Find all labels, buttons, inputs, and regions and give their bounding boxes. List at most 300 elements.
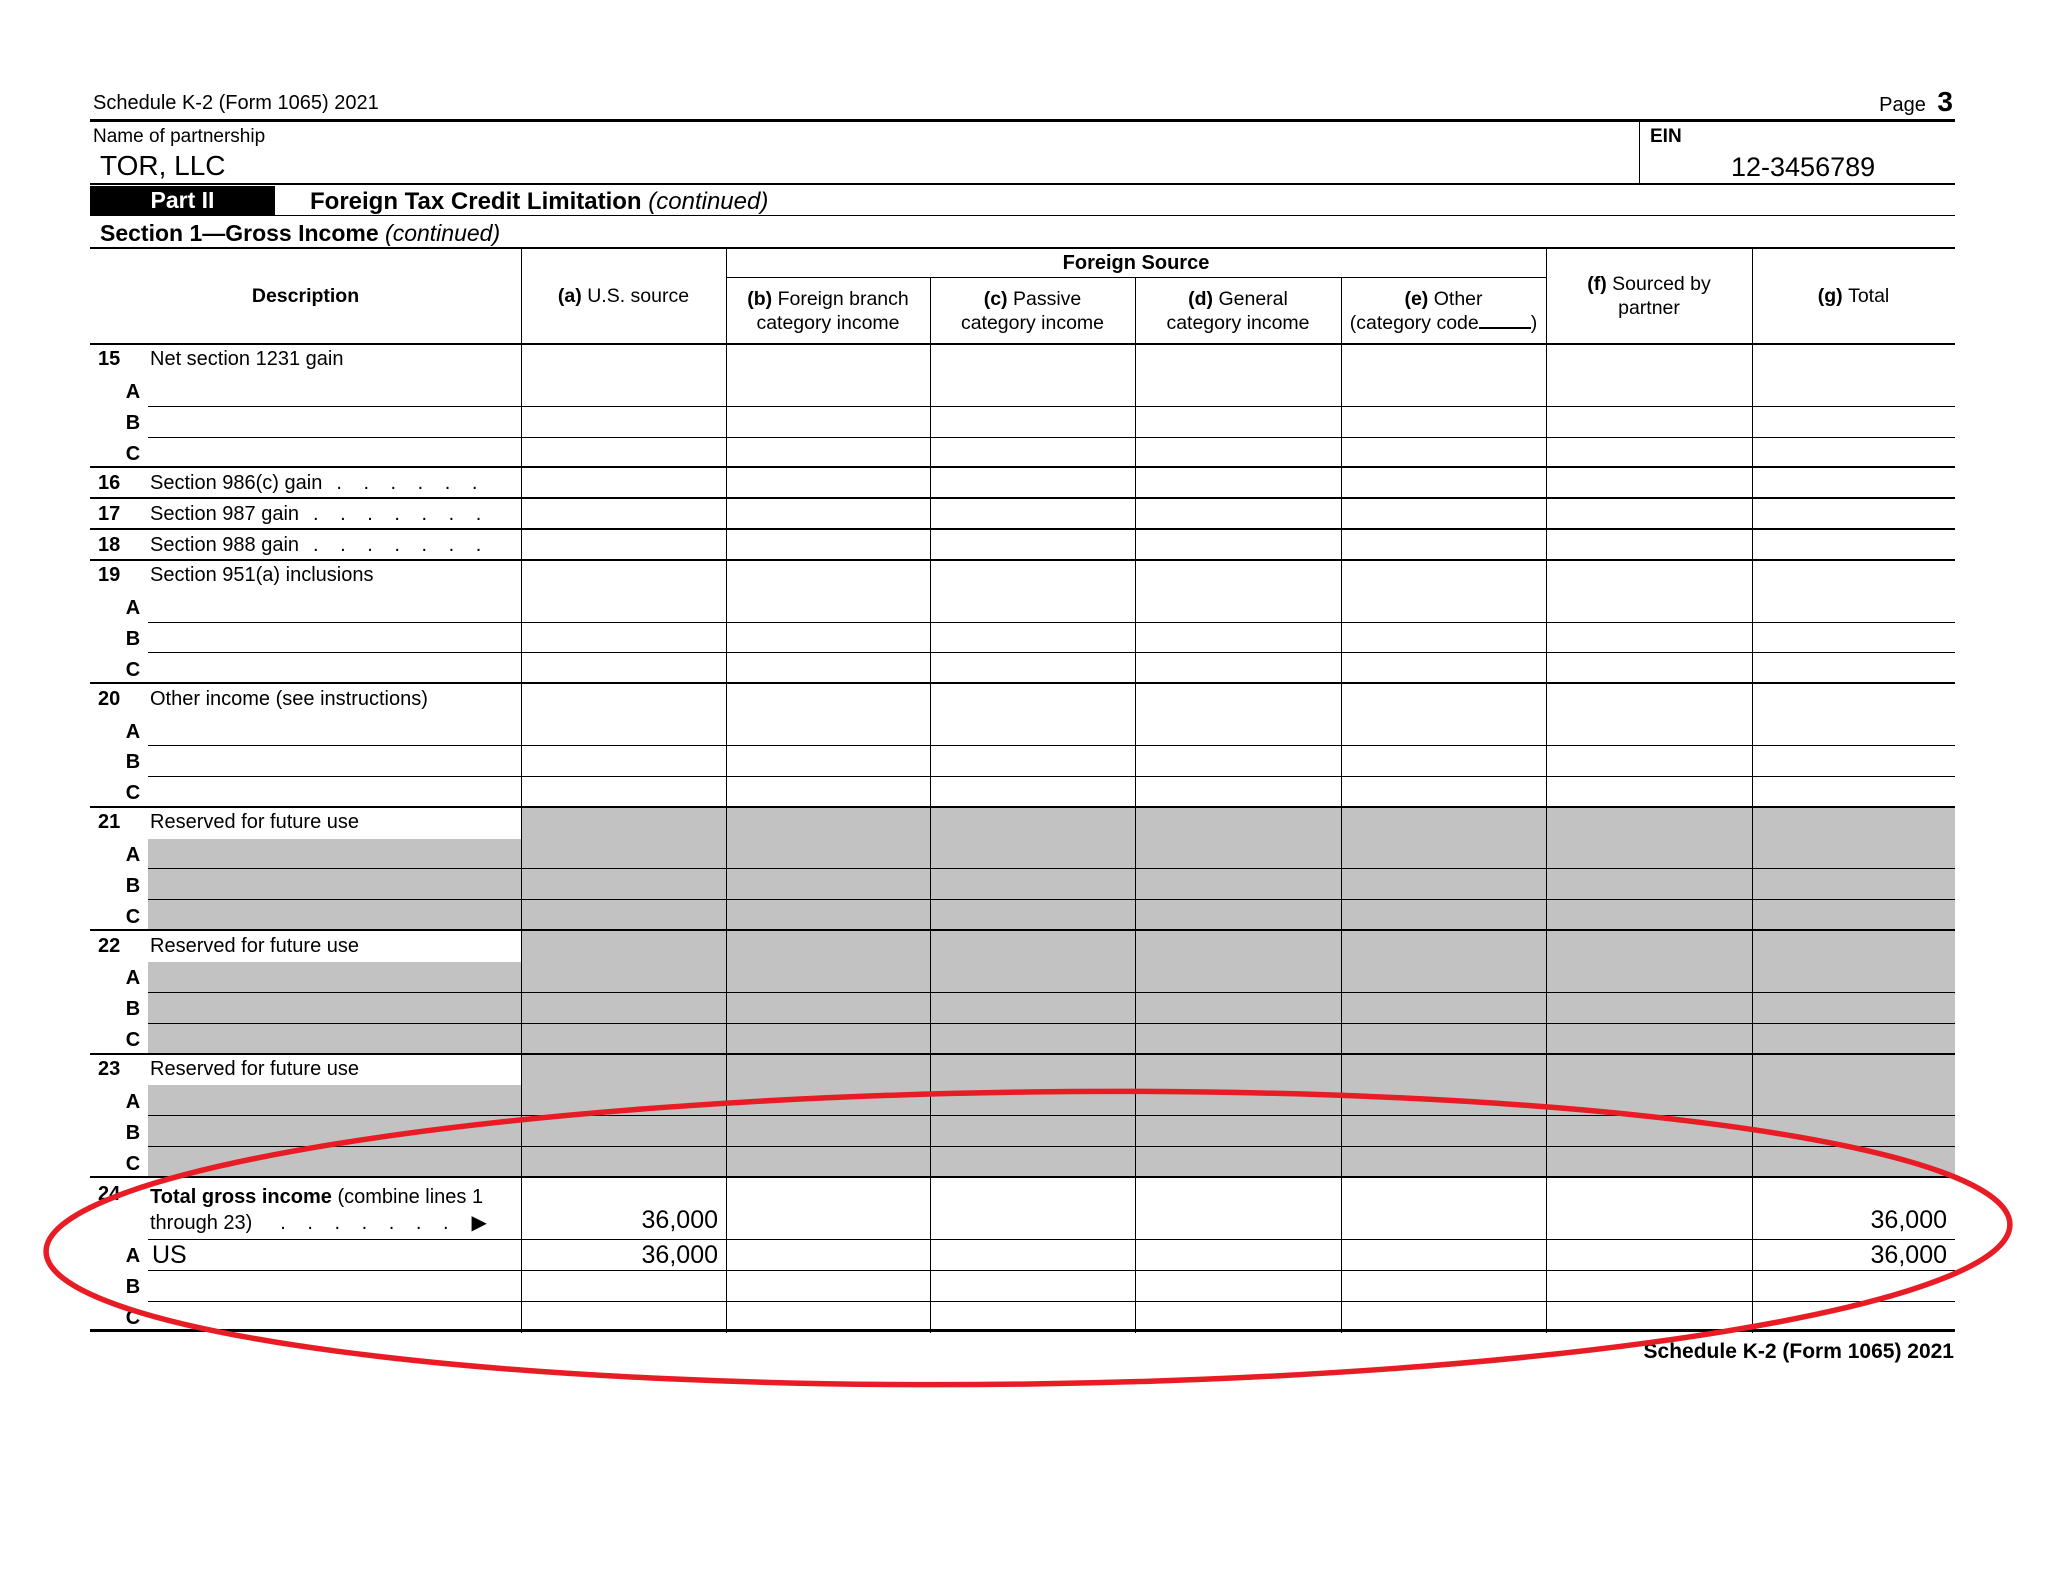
cell-19B-e[interactable] <box>1341 623 1546 654</box>
header-column-line-d <box>1135 277 1136 345</box>
page-indicator <box>1879 86 1953 118</box>
cell-20A-b[interactable] <box>726 715 930 746</box>
cell-24B-a[interactable] <box>521 1271 726 1302</box>
cell-21C-f <box>1546 900 1752 931</box>
cell-15A-e[interactable] <box>1341 376 1546 407</box>
part-2-title-continued: (continued) <box>648 188 769 215</box>
cell-16-d[interactable] <box>1135 468 1341 499</box>
cell-22-c <box>930 931 1135 962</box>
cell-15-c[interactable] <box>930 345 1135 376</box>
cell-24B-f[interactable] <box>1546 1271 1752 1302</box>
cell-15-g[interactable] <box>1752 345 1955 376</box>
cell-22-b <box>726 931 930 962</box>
line-label-15: Net section 1231 gain <box>150 348 344 371</box>
row-15A <box>90 376 1955 407</box>
cell-24C-b[interactable] <box>726 1302 930 1333</box>
country-blank-24B[interactable] <box>148 1271 521 1302</box>
country-blank-23A <box>148 1085 521 1116</box>
line-number-20: 20 <box>98 687 121 710</box>
cell-15-f[interactable] <box>1546 345 1752 376</box>
country-blank-15B[interactable] <box>148 407 521 438</box>
row-22A <box>90 962 1955 993</box>
cell-19B-g[interactable] <box>1752 623 1955 654</box>
line-letter-22C: C <box>125 1029 141 1052</box>
cell-22B-d <box>1135 993 1341 1024</box>
cell-19C-f[interactable] <box>1546 654 1752 685</box>
row-22C <box>90 1024 1955 1055</box>
cell-18-d[interactable] <box>1135 530 1341 561</box>
cell-22A-f <box>1546 962 1752 993</box>
cell-22C-d <box>1135 1024 1341 1055</box>
cell-19B-c[interactable] <box>930 623 1135 654</box>
cell-22B-f <box>1546 993 1752 1024</box>
cell-17-f[interactable] <box>1546 499 1752 530</box>
cell-17-e[interactable] <box>1341 499 1546 530</box>
line-number-15: 15 <box>98 348 121 371</box>
cell-23-e <box>1341 1055 1546 1086</box>
cell-15A-c[interactable] <box>930 376 1135 407</box>
cell-15C-d[interactable] <box>1135 438 1341 469</box>
cell-21A-a <box>521 839 726 870</box>
cell-24-b[interactable] <box>726 1178 930 1240</box>
cell-15C-e[interactable] <box>1341 438 1546 469</box>
header-column-line-a <box>521 247 522 345</box>
cell-20A-f[interactable] <box>1546 715 1752 746</box>
cell-15B-c[interactable] <box>930 407 1135 438</box>
column-line-a <box>521 345 522 1333</box>
cell-19A-d[interactable] <box>1135 592 1341 623</box>
cell-19C-d[interactable] <box>1135 654 1341 685</box>
cell-19C-a[interactable] <box>521 654 726 685</box>
cell-20-f[interactable] <box>1546 684 1752 715</box>
cell-19C-e[interactable] <box>1341 654 1546 685</box>
cell-16-a[interactable] <box>521 468 726 499</box>
cell-21B-g <box>1752 869 1955 900</box>
cell-23A-d <box>1135 1085 1341 1116</box>
row-21A <box>90 839 1955 870</box>
cell-23-c <box>930 1055 1135 1086</box>
cell-15A-g[interactable] <box>1752 376 1955 407</box>
cell-22A-b <box>726 962 930 993</box>
cell-20B-d[interactable] <box>1135 746 1341 777</box>
cell-24-e[interactable] <box>1341 1178 1546 1240</box>
cell-21C-e <box>1341 900 1546 931</box>
cell-24-c[interactable] <box>930 1178 1135 1240</box>
cell-15C-a[interactable] <box>521 438 726 469</box>
cell-16-f[interactable] <box>1546 468 1752 499</box>
line-letter-15B: B <box>125 412 141 435</box>
cell-22C-b <box>726 1024 930 1055</box>
cell-15-b[interactable] <box>726 345 930 376</box>
cell-20A-e[interactable] <box>1341 715 1546 746</box>
cell-20-e[interactable] <box>1341 684 1546 715</box>
cell-16-e[interactable] <box>1341 468 1546 499</box>
cell-21-a <box>521 808 726 839</box>
country-blank-21C <box>148 900 521 931</box>
cell-18-b[interactable] <box>726 530 930 561</box>
cell-21A-e <box>1341 839 1546 870</box>
cell-24C-d[interactable] <box>1135 1302 1341 1333</box>
cell-15A-a[interactable] <box>521 376 726 407</box>
country-blank-15A[interactable] <box>148 376 521 407</box>
partnership-name-field[interactable]: TOR, LLC <box>100 150 226 181</box>
cell-24C-c[interactable] <box>930 1302 1135 1333</box>
cell-24C-f[interactable] <box>1546 1302 1752 1333</box>
line-label-24: Total gross income (combine lines 1 through 23) . . . . . . . ▶ <box>150 1185 487 1234</box>
cell-23A-g <box>1752 1085 1955 1116</box>
cell-19C-c[interactable] <box>930 654 1135 685</box>
dot-leader: . . . . . . . <box>313 533 483 556</box>
form-id-top: Schedule K-2 (Form 1065) 2021 <box>93 92 379 114</box>
row-19C <box>90 654 1955 685</box>
row-16 <box>90 468 1955 499</box>
cell-24A-f[interactable] <box>1546 1240 1752 1271</box>
cell-19B-a[interactable] <box>521 623 726 654</box>
cell-24-g[interactable] <box>1752 1178 1955 1240</box>
cell-20-b[interactable] <box>726 684 930 715</box>
cell-22C-e <box>1341 1024 1546 1055</box>
line-letter-19A: A <box>125 597 141 620</box>
country-blank-20C[interactable] <box>148 777 521 808</box>
cell-22C-g <box>1752 1024 1955 1055</box>
cell-19-f[interactable] <box>1546 561 1752 592</box>
cell-21A-c <box>930 839 1135 870</box>
cell-15A-f[interactable] <box>1546 376 1752 407</box>
column-line-g <box>1752 345 1753 1333</box>
cell-24C-g[interactable] <box>1752 1302 1955 1333</box>
cell-20B-f[interactable] <box>1546 746 1752 777</box>
line-letter-22B: B <box>125 998 141 1021</box>
cell-20-c[interactable] <box>930 684 1135 715</box>
cell-20C-a[interactable] <box>521 777 726 808</box>
cell-19-b[interactable] <box>726 561 930 592</box>
cell-22A-c <box>930 962 1135 993</box>
row-20C <box>90 777 1955 808</box>
row-18 <box>90 530 1955 561</box>
cell-20C-f[interactable] <box>1546 777 1752 808</box>
cell-17-g[interactable] <box>1752 499 1955 530</box>
column-line-b <box>726 345 727 1333</box>
cell-19A-g[interactable] <box>1752 592 1955 623</box>
cell-20-d[interactable] <box>1135 684 1341 715</box>
cell-20B-c[interactable] <box>930 746 1135 777</box>
cell-19-c[interactable] <box>930 561 1135 592</box>
line-letter-19C: C <box>125 658 141 681</box>
cell-24B-g[interactable] <box>1752 1271 1955 1302</box>
cell-19A-f[interactable] <box>1546 592 1752 623</box>
cell-19A-b[interactable] <box>726 592 930 623</box>
cell-21-e <box>1341 808 1546 839</box>
country-blank-15C[interactable] <box>148 438 521 469</box>
row-15B <box>90 407 1955 438</box>
ein-label: EIN <box>1650 126 1682 147</box>
cell-15B-f[interactable] <box>1546 407 1752 438</box>
cell-24A-c[interactable] <box>930 1240 1135 1271</box>
cell-21B-b <box>726 869 930 900</box>
cell-23-f <box>1546 1055 1752 1086</box>
ein-field[interactable]: 12-3456789 <box>1731 152 1876 182</box>
cell-15A-b[interactable] <box>726 376 930 407</box>
line-number-24: 24 <box>98 1182 121 1205</box>
cell-20B-g[interactable] <box>1752 746 1955 777</box>
cell-22B-c <box>930 993 1135 1024</box>
section-1-title-continued: (continued) <box>385 220 501 246</box>
cell-19B-f[interactable] <box>1546 623 1752 654</box>
country-blank-22C <box>148 1024 521 1055</box>
cell-19C-b[interactable] <box>726 654 930 685</box>
category-code-blank[interactable] <box>1479 327 1531 329</box>
column-line-f <box>1546 345 1547 1333</box>
cell-20A-g[interactable] <box>1752 715 1955 746</box>
cell-20C-c[interactable] <box>930 777 1135 808</box>
cell-21A-d <box>1135 839 1341 870</box>
cell-24A-a[interactable] <box>521 1240 726 1271</box>
cell-22A-d <box>1135 962 1341 993</box>
cell-23-a <box>521 1055 726 1086</box>
cell-19-g[interactable] <box>1752 561 1955 592</box>
cell-21A-b <box>726 839 930 870</box>
cell-20A-d[interactable] <box>1135 715 1341 746</box>
col-header-b: (b) Foreign branch category income <box>747 288 909 334</box>
line-letter-19B: B <box>125 628 141 651</box>
cell-15B-d[interactable] <box>1135 407 1341 438</box>
cell-23C-d <box>1135 1147 1341 1178</box>
country-blank-24A[interactable] <box>148 1240 521 1271</box>
country-blank-22B <box>148 993 521 1024</box>
cell-20B-e[interactable] <box>1341 746 1546 777</box>
cell-21-d <box>1135 808 1341 839</box>
col-header-a: (a) U.S. source <box>557 285 690 307</box>
cell-17-c[interactable] <box>930 499 1135 530</box>
row-19B <box>90 623 1955 654</box>
country-blank-21A <box>148 839 521 870</box>
line-letter-15C: C <box>125 442 141 465</box>
cell-22-f <box>1546 931 1752 962</box>
cell-17-b[interactable] <box>726 499 930 530</box>
line-letter-22A: A <box>125 967 141 990</box>
cell-15B-a[interactable] <box>521 407 726 438</box>
cell-24A-d[interactable] <box>1135 1240 1341 1271</box>
cell-20C-b[interactable] <box>726 777 930 808</box>
line-label-16: Section 986(c) gain . . . . . . <box>150 471 479 494</box>
cell-22B-a <box>521 993 726 1024</box>
cell-18-f[interactable] <box>1546 530 1752 561</box>
cell-24B-d[interactable] <box>1135 1271 1341 1302</box>
cell-21C-d <box>1135 900 1341 931</box>
cell-15B-e[interactable] <box>1341 407 1546 438</box>
cell-23A-e <box>1341 1085 1546 1116</box>
line-label-20: Other income (see instructions) <box>150 687 428 710</box>
header-rule <box>90 119 1955 122</box>
part-2-title-text: Foreign Tax Credit Limitation <box>310 188 642 215</box>
header-column-line-b <box>726 247 727 345</box>
cell-19A-e[interactable] <box>1341 592 1546 623</box>
cell-16-b[interactable] <box>726 468 930 499</box>
column-line-d <box>1135 345 1136 1333</box>
section-1-title <box>100 220 500 247</box>
row-20 <box>90 684 1955 715</box>
cell-19-e[interactable] <box>1341 561 1546 592</box>
cell-15B-b[interactable] <box>726 407 930 438</box>
cell-19-d[interactable] <box>1135 561 1341 592</box>
cell-15-e[interactable] <box>1341 345 1546 376</box>
cell-24B-c[interactable] <box>930 1271 1135 1302</box>
row-24B <box>90 1271 1955 1302</box>
row-21 <box>90 808 1955 839</box>
cell-21C-c <box>930 900 1135 931</box>
cell-17-a[interactable] <box>521 499 726 530</box>
line-label-19: Section 951(a) inclusions <box>150 564 374 587</box>
country-blank-20B[interactable] <box>148 746 521 777</box>
cell-21-g <box>1752 808 1955 839</box>
cell-19A-a[interactable] <box>521 592 726 623</box>
section-1-title-text: Section 1—Gross Income <box>100 220 379 246</box>
cell-20-a[interactable] <box>521 684 726 715</box>
row-21B <box>90 869 1955 900</box>
cell-22C-c <box>930 1024 1135 1055</box>
cell-23B-e <box>1341 1116 1546 1147</box>
line-letter-20C: C <box>125 782 141 805</box>
row-21C <box>90 900 1955 931</box>
cell-19B-d[interactable] <box>1135 623 1341 654</box>
cell-21B-f <box>1546 869 1752 900</box>
line-letter-20A: A <box>125 720 141 743</box>
header-column-line-g <box>1752 247 1753 345</box>
cell-23A-f <box>1546 1085 1752 1116</box>
cell-21B-e <box>1341 869 1546 900</box>
cell-20C-e[interactable] <box>1341 777 1546 808</box>
country-blank-19C[interactable] <box>148 654 521 685</box>
row-23B <box>90 1116 1955 1147</box>
part-2-bar: Part II <box>90 186 275 215</box>
cell-19B-b[interactable] <box>726 623 930 654</box>
cell-20B-b[interactable] <box>726 746 930 777</box>
ein-box-divider <box>1639 122 1640 183</box>
cell-24-d[interactable] <box>1135 1178 1341 1240</box>
row-20A <box>90 715 1955 746</box>
cell-19A-c[interactable] <box>930 592 1135 623</box>
line-number-18: 18 <box>98 533 121 556</box>
cell-24A-e[interactable] <box>1341 1240 1546 1271</box>
col-header-description: Description <box>251 285 360 307</box>
cell-15C-f[interactable] <box>1546 438 1752 469</box>
col-header-e: (e) Other (category code ) <box>1349 288 1538 334</box>
cell-21-c <box>930 808 1135 839</box>
row-24 <box>90 1178 1955 1240</box>
cell-24-f[interactable] <box>1546 1178 1752 1240</box>
country-blank-23B <box>148 1116 521 1147</box>
country-blank-21B <box>148 869 521 900</box>
cell-22B-g <box>1752 993 1955 1024</box>
cell-22C-a <box>521 1024 726 1055</box>
country-blank-24C[interactable] <box>148 1302 521 1333</box>
country-blank-19A[interactable] <box>148 592 521 623</box>
cell-22C-f <box>1546 1024 1752 1055</box>
cell-15B-g[interactable] <box>1752 407 1955 438</box>
part-2-title <box>310 188 768 216</box>
cell-15-a[interactable] <box>521 345 726 376</box>
cell-24A-g[interactable] <box>1752 1240 1955 1271</box>
line-letter-24B: B <box>125 1276 141 1299</box>
cell-20C-d[interactable] <box>1135 777 1341 808</box>
cell-20A-a[interactable] <box>521 715 726 746</box>
line-number-22: 22 <box>98 934 121 957</box>
cell-24A-b[interactable] <box>726 1240 930 1271</box>
cell-23B-d <box>1135 1116 1341 1147</box>
cell-15A-d[interactable] <box>1135 376 1341 407</box>
cell-19C-g[interactable] <box>1752 654 1955 685</box>
col-header-c: (c) Passive category income <box>960 288 1105 334</box>
cell-18-e[interactable] <box>1341 530 1546 561</box>
line-number-23: 23 <box>98 1057 121 1080</box>
col-header-f: (f) Sourced by partner <box>1587 273 1711 319</box>
cell-18-a[interactable] <box>521 530 726 561</box>
right-arrow-icon: ▶ <box>471 1211 487 1234</box>
country-blank-20A[interactable] <box>148 715 521 746</box>
line-number-17: 17 <box>98 502 121 525</box>
cell-21A-f <box>1546 839 1752 870</box>
cell-22A-e <box>1341 962 1546 993</box>
row-19 <box>90 561 1955 592</box>
cell-20C-g[interactable] <box>1752 777 1955 808</box>
cell-23-g <box>1752 1055 1955 1086</box>
cell-15C-g[interactable] <box>1752 438 1955 469</box>
cell-21C-b <box>726 900 930 931</box>
cell-16-g[interactable] <box>1752 468 1955 499</box>
cell-21-b <box>726 808 930 839</box>
line-number-21: 21 <box>98 811 121 834</box>
header-column-line-c <box>930 277 931 345</box>
cell-22-a <box>521 931 726 962</box>
line-letter-24A: A <box>125 1245 141 1268</box>
cell-20-g[interactable] <box>1752 684 1955 715</box>
line-number-19: 19 <box>98 564 121 587</box>
cell-15C-b[interactable] <box>726 438 930 469</box>
cell-18-c[interactable] <box>930 530 1135 561</box>
cell-24-a[interactable] <box>521 1178 726 1240</box>
cell-21-f <box>1546 808 1752 839</box>
row-23 <box>90 1055 1955 1086</box>
value-24A-a: 36,000 <box>641 1240 718 1269</box>
cell-23C-b <box>726 1147 930 1178</box>
row-20B <box>90 746 1955 777</box>
line-letter-21B: B <box>125 874 141 897</box>
cell-18-g[interactable] <box>1752 530 1955 561</box>
cell-20A-c[interactable] <box>930 715 1135 746</box>
cell-23C-f <box>1546 1147 1752 1178</box>
dot-leader: . . . . . . . <box>280 1211 450 1234</box>
row-15C <box>90 438 1955 469</box>
cell-24B-b[interactable] <box>726 1271 930 1302</box>
country-blank-19B[interactable] <box>148 623 521 654</box>
line-label-18: Section 988 gain . . . . . . . <box>150 533 483 556</box>
cell-17-d[interactable] <box>1135 499 1341 530</box>
line-label-23: Reserved for future use <box>150 1057 359 1080</box>
part-bar-rule <box>90 215 1955 216</box>
line-label-21: Reserved for future use <box>150 811 359 834</box>
dot-leader: . . . . . . <box>336 471 479 494</box>
cell-24C-a[interactable] <box>521 1302 726 1333</box>
cell-15-d[interactable] <box>1135 345 1341 376</box>
cell-24C-e[interactable] <box>1341 1302 1546 1333</box>
cell-15C-c[interactable] <box>930 438 1135 469</box>
cell-16-c[interactable] <box>930 468 1135 499</box>
cell-19-a[interactable] <box>521 561 726 592</box>
header-column-line-e <box>1341 277 1342 345</box>
name-box-rule <box>90 183 1955 185</box>
cell-24B-e[interactable] <box>1341 1271 1546 1302</box>
cell-20B-a[interactable] <box>521 746 726 777</box>
